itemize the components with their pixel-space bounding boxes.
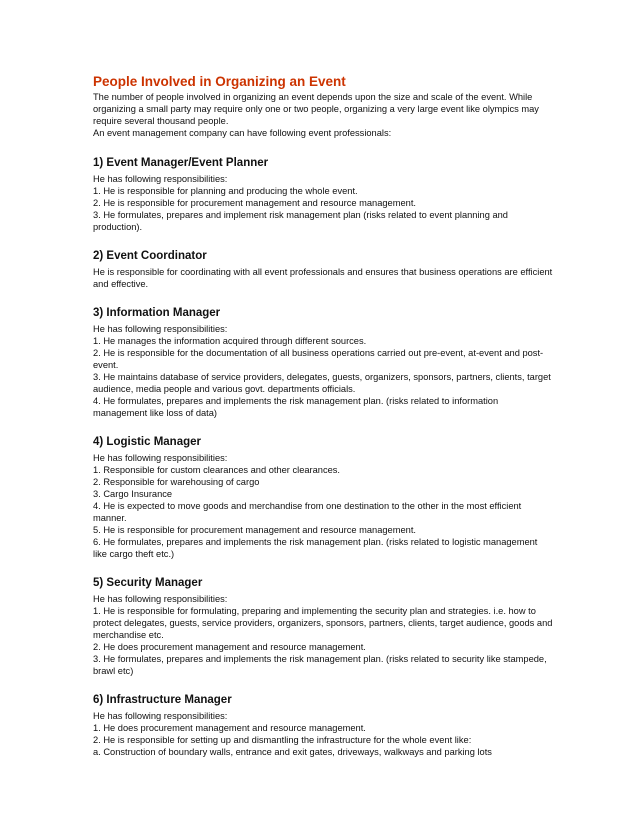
section-security-manager xyxy=(93,576,553,677)
section-line: a. Construction of boundary walls, entrance and exit gates, driveways, walkways and parking lots xyxy=(93,747,492,757)
section-line: He has following responsibilities: xyxy=(93,324,228,334)
section-line: 1. He is responsible for formulating, preparing and implementing the security plan and strategies. i.e. how to protect delegates, guests, service providers, organizers, sponsors, partners, clients, target audience, goods and merchandise etc. xyxy=(93,606,553,640)
section-line: 1. He manages the information acquired through different sources. xyxy=(93,336,367,346)
document-title: People Involved in Organizing an Event xyxy=(93,74,346,89)
section-line: He has following responsibilities: xyxy=(93,174,228,184)
section-information-manager xyxy=(93,306,553,419)
section-heading: 2) Event Coordinator xyxy=(93,250,207,262)
section-line: He has following responsibilities: xyxy=(93,711,228,721)
section-heading: 6) Infrastructure Manager xyxy=(93,694,232,706)
section-line: 1. He does procurement management and resource management. xyxy=(93,723,366,733)
section-heading: 4) Logistic Manager xyxy=(93,436,201,448)
section-line: 5. He is responsible for procurement management and resource management. xyxy=(93,525,416,535)
section-heading: 1) Event Manager/Event Planner xyxy=(93,157,269,169)
section-line: He is responsible for coordinating with all event professionals and ensures that business operations are efficient and effective. xyxy=(93,267,553,289)
intro xyxy=(93,91,553,139)
section-line: 3. He maintains database of service providers, delegates, guests, organizers, sponsors, partners, clients, target audience, media people and various govt. departments officials. xyxy=(93,372,551,394)
section-line: 2. Responsible for warehousing of cargo xyxy=(93,477,260,487)
section-line: 4. He is expected to move goods and merchandise from one destination to the other in the most efficient manner. xyxy=(93,501,522,523)
section-heading: 5) Security Manager xyxy=(93,577,203,589)
section-line: 2. He is responsible for procurement management and resource management. xyxy=(93,198,416,208)
section-line: 4. He formulates, prepares and implements the risk management plan. (risks related to information management like loss of data) xyxy=(93,396,499,418)
intro-paragraph: An event management company can have following event professionals: xyxy=(93,128,392,138)
section-event-manager xyxy=(93,156,553,233)
section-line: He has following responsibilities: xyxy=(93,453,228,463)
section-line: He has following responsibilities: xyxy=(93,594,228,604)
section-line: 1. He is responsible for planning and producing the whole event. xyxy=(93,186,358,196)
section-line: 2. He is responsible for setting up and dismantling the infrastructure for the whole event like: xyxy=(93,735,472,745)
section-heading: 3) Information Manager xyxy=(93,307,221,319)
section-line: 2. He does procurement management and resource management. xyxy=(93,642,366,652)
section-event-coordinator xyxy=(93,249,553,290)
section-line: 6. He formulates, prepares and implements the risk management plan. (risks related to logistic management like cargo theft etc.) xyxy=(93,537,538,559)
section-line: 3. He formulates, prepares and implement risk management plan (risks related to event planning and production). xyxy=(93,210,508,232)
section-logistic-manager xyxy=(93,435,553,560)
section-infrastructure-manager xyxy=(93,693,553,758)
document-page xyxy=(93,74,553,774)
section-line: 3. Cargo Insurance xyxy=(93,489,173,499)
section-line: 3. He formulates, prepares and implements the risk management plan. (risks related to security like stampede, brawl etc) xyxy=(93,654,547,676)
intro-paragraph: The number of people involved in organizing an event depends upon the size and scale of the event. While organizing a small party may require only one or two people, organizing a very large event like olympics may require several thousand people. xyxy=(93,92,539,126)
section-line: 2. He is responsible for the documentation of all business operations carried out pre-event, at-event and post-event. xyxy=(93,348,544,370)
section-line: 1. Responsible for custom clearances and other clearances. xyxy=(93,465,341,475)
